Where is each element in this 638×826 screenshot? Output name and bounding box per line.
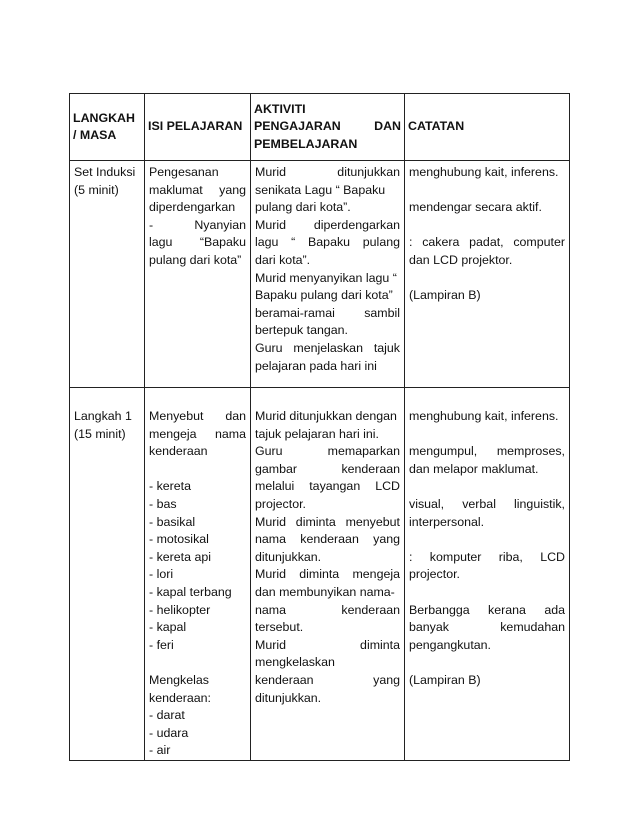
- cell-aktiviti: [251, 388, 405, 761]
- aktiviti-line: Murid diperdengarkan: [255, 217, 400, 232]
- aktiviti-line: Guru memaparkan: [255, 444, 400, 459]
- isi-line: - kapal: [149, 620, 187, 635]
- catatan-line: projector.: [409, 567, 460, 582]
- aktiviti-line: tersebut.: [255, 620, 304, 635]
- aktiviti-line: dari kota”.: [255, 252, 311, 267]
- catatan-line: [409, 217, 565, 235]
- catatan-line: Berbangga kerana ada: [409, 602, 565, 617]
- catatan-line: banyak kemudahan: [409, 620, 565, 635]
- aktiviti-line: Murid diminta mengeja: [255, 567, 400, 582]
- header-langkah-line-2: / MASA: [73, 128, 117, 142]
- catatan-line: [409, 584, 565, 602]
- cell-langkah: [70, 161, 145, 388]
- isi-line: - feri: [149, 637, 174, 652]
- catatan-line: interpersonal.: [409, 514, 485, 529]
- aktiviti-line: Murid diminta: [255, 637, 400, 652]
- isi-line: - darat: [149, 708, 185, 723]
- header-aktiviti-line-1: AKTIVITI: [254, 101, 306, 116]
- aktiviti-line: ditunjukkan.: [255, 690, 322, 705]
- isi-line: - udara: [149, 725, 189, 740]
- catatan-line: [409, 182, 565, 200]
- header-aktiviti-line-3: PEMBELAJARAN: [254, 136, 358, 151]
- aktiviti-line: lagu “ Bapaku pulang: [255, 235, 400, 250]
- isi-line: - bas: [149, 496, 177, 511]
- aktiviti-line: mengkelaskan: [255, 655, 335, 670]
- aktiviti-line: nama kenderaan: [255, 602, 400, 617]
- lesson-plan-table: [69, 93, 570, 761]
- isi-line: [149, 654, 246, 672]
- cell-isi-pelajaran: [145, 388, 251, 761]
- header-catatan: [405, 94, 570, 161]
- isi-line: - helikopter: [149, 602, 211, 617]
- isi-line: kenderaan: [149, 444, 208, 459]
- catatan-line: mengumpul, memproses,: [409, 444, 565, 459]
- isi-line: - kapal terbang: [149, 584, 232, 599]
- header-isi-pelajaran-label: ISI PELAJARAN: [148, 119, 243, 134]
- isi-line: Mengkelas: [149, 672, 209, 687]
- aktiviti-line: kenderaan yang: [255, 672, 400, 687]
- catatan-line: [409, 531, 565, 549]
- catatan-line: [409, 426, 565, 444]
- aktiviti-line: senikata Lagu “ Bapaku: [255, 182, 386, 197]
- catatan-line: : komputer riba, LCD: [409, 549, 565, 564]
- cell-catatan: [405, 161, 570, 388]
- isi-line: [149, 461, 246, 479]
- aktiviti-line: bertepuk tangan.: [255, 323, 349, 338]
- cell-isi-pelajaran: [145, 161, 251, 388]
- aktiviti-line: nama kenderaan yang: [255, 532, 400, 547]
- aktiviti-line: projector.: [255, 496, 306, 511]
- isi-line: - lori: [149, 567, 174, 582]
- catatan-line: menghubung kait, inferens.: [409, 165, 559, 179]
- catatan-line: menghubung kait, inferens.: [409, 409, 559, 423]
- cell-catatan: [405, 388, 570, 761]
- aktiviti-line: Guru menjelaskan tajuk: [255, 340, 400, 355]
- header-isi-pelajaran: [145, 94, 251, 161]
- isi-line: Menyebut dan: [149, 409, 246, 423]
- aktiviti-line: tajuk pelajaran hari ini.: [255, 426, 379, 441]
- header-catatan-label: CATATAN: [408, 119, 465, 134]
- isi-line: lagu “Bapaku: [149, 235, 246, 250]
- isi-line: kenderaan:: [149, 690, 212, 705]
- isi-line: pulang dari kota”: [149, 252, 242, 267]
- langkah-line: Set Induksi: [74, 165, 136, 179]
- catatan-line: (Lampiran B): [409, 672, 481, 687]
- isi-line: - air: [149, 743, 171, 758]
- aktiviti-line: pelajaran pada hari ini: [255, 358, 377, 373]
- aktiviti-line: dan membunyikan nama-: [255, 584, 395, 599]
- isi-line: - motosikal: [149, 532, 209, 547]
- header-langkah-masa: [70, 94, 145, 161]
- aktiviti-line: beramai-ramai sambil: [255, 305, 400, 320]
- isi-line: - Nyanyian: [149, 217, 246, 232]
- catatan-line: [409, 478, 565, 496]
- cell-aktiviti: [251, 161, 405, 388]
- isi-line: diperdengarkan: [149, 200, 236, 215]
- aktiviti-line: Murid diminta menyebut: [255, 514, 400, 529]
- catatan-line: [409, 270, 565, 288]
- aktiviti-line: Murid ditunjukkan dengan: [255, 409, 397, 423]
- catatan-line: : cakera padat, computer: [409, 235, 565, 250]
- isi-line: - basikal: [149, 514, 196, 529]
- catatan-line: dan melapor maklumat.: [409, 461, 539, 476]
- row-set-induksi: [70, 161, 570, 388]
- header-aktiviti: [251, 94, 405, 161]
- langkah-line: Langkah 1: [74, 409, 132, 423]
- aktiviti-line: Bapaku pulang dari kota”: [255, 288, 393, 303]
- isi-line: Pengesanan: [149, 165, 219, 179]
- header-aktiviti-line-2: PENGAJARAN DAN: [254, 119, 401, 134]
- header-langkah-line-1: LANGKAH: [73, 110, 135, 125]
- catatan-line: dan LCD projektor.: [409, 252, 513, 267]
- isi-line: - kereta: [149, 479, 192, 494]
- cell-langkah: [70, 388, 145, 761]
- isi-line: - kereta api: [149, 549, 211, 564]
- catatan-line: [409, 654, 565, 672]
- langkah-line: (5 minit): [74, 182, 119, 197]
- catatan-line: pengangkutan.: [409, 637, 491, 652]
- aktiviti-line: pulang dari kota”.: [255, 200, 351, 215]
- isi-line: maklumat yang: [149, 182, 246, 197]
- aktiviti-line: gambar kenderaan: [255, 461, 400, 476]
- catatan-line: mendengar secara aktif.: [409, 200, 542, 215]
- catatan-line: visual, verbal linguistik,: [409, 496, 565, 511]
- header-row: [70, 94, 570, 161]
- aktiviti-line: Murid ditunjukkan: [255, 165, 400, 179]
- aktiviti-line: ditunjukkan.: [255, 549, 322, 564]
- aktiviti-line: Murid menyanyikan lagu “: [255, 270, 397, 285]
- isi-line: mengeja nama: [149, 426, 246, 441]
- row-langkah-1: [70, 388, 570, 761]
- catatan-line: (Lampiran B): [409, 288, 481, 303]
- langkah-line: (15 minit): [74, 426, 126, 441]
- aktiviti-line: melalui tayangan LCD: [255, 479, 400, 494]
